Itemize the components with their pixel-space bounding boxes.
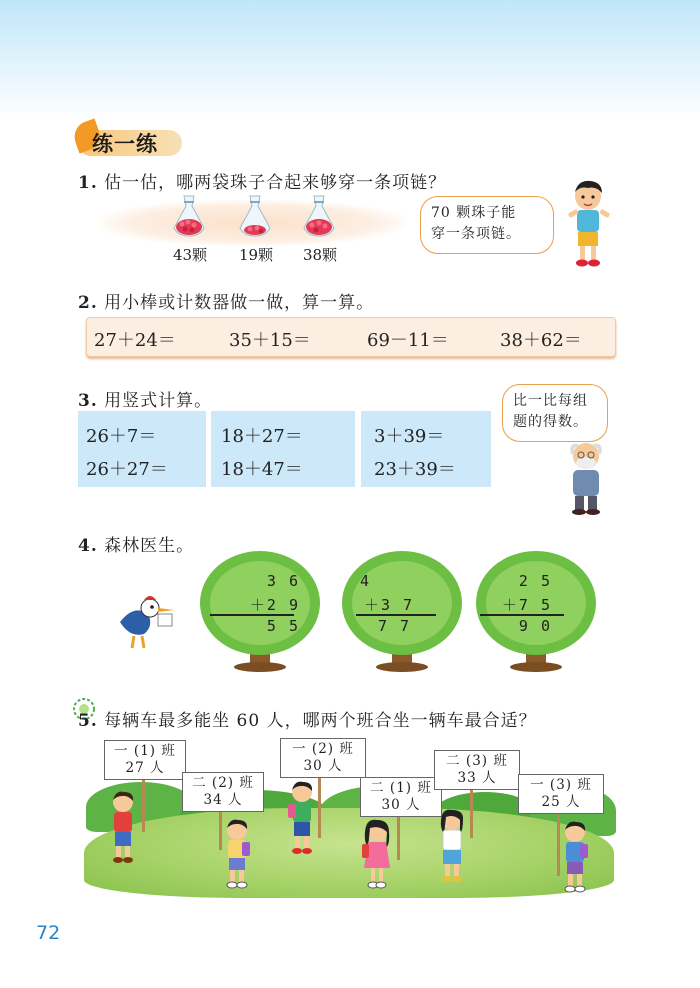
expression: 27＋24＝ [94, 330, 176, 351]
class-name: 二 (3) 班 [446, 753, 508, 769]
class-name: 二 (1) 班 [370, 780, 432, 796]
addend-top: 3 6 [266, 572, 300, 590]
class-sign [518, 774, 604, 814]
sum-line [480, 614, 564, 616]
expression: 38＋62＝ [500, 330, 582, 351]
class-name: 一 (3) 班 [530, 777, 592, 793]
page-number: 72 [36, 922, 61, 944]
question-text: 估一估，哪两袋珠子合起来够穿一条项链？ [104, 173, 447, 193]
bubble-line: 题的得数。 [513, 414, 588, 430]
question-5 [78, 706, 537, 731]
bubble-line: 比一比每组 [513, 393, 588, 409]
child-character-icon [560, 820, 590, 894]
speech-bubble [502, 384, 608, 442]
expression: 3＋39＝ [374, 426, 445, 447]
question-3 [78, 386, 212, 411]
question-text: 用竖式计算。 [104, 391, 213, 411]
bubble-line: 70 颗珠子能 [431, 205, 517, 221]
question-2 [78, 288, 374, 313]
class-name: 一 (2) 班 [292, 741, 354, 757]
question-text: 每辆车最多能坐 60 人，哪两个班合坐一辆车最合适？ [104, 711, 537, 731]
section-title: 练一练 [92, 132, 158, 156]
addend-bottom: ＋2 9 [249, 596, 300, 614]
class-name: 二 (2) 班 [192, 775, 254, 791]
class-count: 33 人 [457, 770, 497, 786]
expression: 18＋47＝ [221, 459, 303, 480]
addend-top: 2 5 [518, 572, 552, 590]
child-character-icon [360, 818, 394, 894]
class-sign [434, 750, 520, 790]
grass-ground [84, 808, 614, 898]
question-number: 1. [78, 173, 98, 193]
expression: 26＋7＝ [86, 426, 157, 447]
header-band [0, 0, 700, 120]
bag-count-label: 38颗 [302, 246, 338, 264]
addend-bottom: ＋7 5 [501, 596, 552, 614]
class-count: 34 人 [203, 792, 243, 808]
grandpa-character-icon [560, 440, 612, 516]
child-character-icon [108, 790, 138, 864]
expression: 23＋39＝ [374, 459, 456, 480]
bubble-line: 穿一条项链。 [431, 226, 521, 242]
section-title-badge [78, 122, 182, 158]
child-character-icon [436, 808, 468, 884]
class-sign [104, 740, 186, 780]
expression: 18＋27＝ [221, 426, 303, 447]
addend-bottom: ＋3 7 [364, 596, 415, 614]
class-sign [280, 738, 366, 778]
woodpecker-icon [114, 592, 180, 654]
question-number: 2. [78, 293, 98, 313]
sign-pole [470, 788, 473, 838]
child-character-icon [286, 780, 318, 856]
class-count: 25 人 [541, 794, 581, 810]
class-name: 一 (1) 班 [114, 743, 176, 759]
question-number: 3. [78, 391, 98, 411]
sum-result: 5 5 [266, 617, 300, 635]
sign-pole [318, 778, 321, 838]
speech-bubble [420, 196, 554, 254]
addend-top: 4 [360, 572, 372, 590]
sum-result: 7 7 [378, 617, 412, 635]
expression: 35＋15＝ [229, 330, 311, 351]
child-character-icon [222, 818, 252, 890]
question-1 [78, 168, 446, 193]
question-text: 用小棒或计数器做一做，算一算。 [104, 293, 375, 313]
sign-pole [142, 774, 145, 832]
question-4 [78, 531, 194, 556]
boy-character-icon [560, 178, 616, 270]
expression: 69－11＝ [367, 330, 449, 351]
class-sign [182, 772, 264, 812]
expression: 26＋27＝ [86, 459, 168, 480]
class-count: 30 人 [303, 758, 343, 774]
bag-count-label: 43颗 [172, 246, 208, 264]
sign-pole [397, 814, 400, 860]
class-sign [360, 777, 442, 817]
bead-bag-icon [236, 194, 274, 238]
class-count: 30 人 [381, 797, 421, 813]
bag-count-label: 19颗 [238, 246, 274, 264]
question-number: 5. [78, 711, 98, 731]
question-number: 4. [78, 536, 98, 556]
sum-result: 9 0 [518, 617, 552, 635]
sum-line [356, 614, 436, 616]
bead-bag-icon [300, 194, 338, 238]
question-text: 森林医生。 [104, 536, 195, 556]
sum-line [210, 614, 294, 616]
class-count: 27 人 [125, 760, 165, 776]
bead-bag-icon [170, 194, 208, 238]
